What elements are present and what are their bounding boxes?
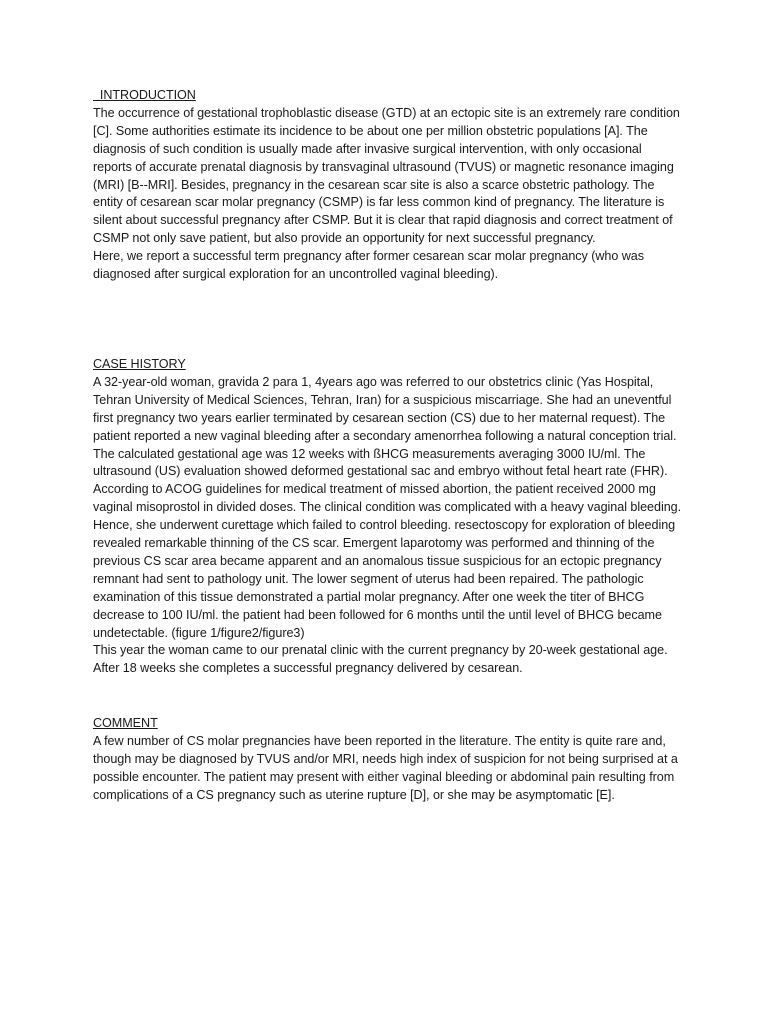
case-history-paragraph-1: A 32-year-old woman, gravida 2 para 1, 4years ago was referred to our obstetrics clinic (Yas Hospital, Tehran University of Medical Sciences, Tehran, Iran) for a suspicious miscarriage. She had an uneventful first pregnancy two years earlier terminated by cesarean section (CS) due to her maternal request). The patient reported a new vaginal bleeding after a secondary amenorrhea following a natural conception trial. The calculated gestational age was 12 weeks with ßHCG measurements averaging 3000 IU/ml. The ultrasound (US) evaluation showed deformed gestational sac and embryo without fetal heart rate (FHR).	[93, 374, 677, 479]
introduction-paragraph-2: Here, we report a successful term pregnancy after former cesarean scar molar pregnancy (who was diagnosed after surgical exploration for an uncontrolled vaginal bleeding).	[93, 249, 645, 282]
comment-section	[93, 715, 683, 805]
introduction-paragraph-1: The occurrence of gestational trophoblastic disease (GTD) at an ectopic site is an extremely rare condition [C]. Some authorities estimate its incidence to be about one per million obstetric populations [A]. The diagnosis of such condition is usually made after invasive surgical intervention, with only occasional reports of accurate prenatal diagnosis by transvaginal ultrasound (TVUS) or magnetic resonance imaging (MRI) [B--MRI]. Besides, pregnancy in the cesarean scar site is also a scarce obstetric pathology. The entity of cesarean scar molar pregnancy (CSMP) is far less common kind of pregnancy. The literature is silent about successful pregnancy after CSMP. But it is clear that rapid diagnosis and correct treatment of CSMP not only save patient, but also provide an opportunity for next successful pregnancy.	[93, 105, 680, 246]
comment-heading: COMMENT	[93, 716, 158, 731]
document-page	[93, 87, 683, 805]
case-history-paragraph-2: According to ACOG guidelines for medical treatment of missed abortion, the patient received 2000 mg vaginal misoprostol in divided doses. The clinical condition was complicated with a heavy vaginal bleeding. Hence, she underwent curettage which failed to control bleeding. resectoscopy for exploration of bleeding revealed remarkable thinning of the CS scar. Emergent laparotomy was performed and thinning of the previous CS scar area became apparent and an anomalous tissue suspicious for an ectopic pregnancy remnant had sent to pathology unit. The lower segment of uterus had been repaired. The pathologic examination of this tissue demonstrated a partial molar pregnancy. After one week the titer of BHCG decrease to 100 IU/ml. the patient had been followed for 6 months until the until level of BHCG became undetectable. (figure 1/figure2/figure3)	[93, 482, 682, 640]
comment-paragraph-1: A few number of CS molar pregnancies have been reported in the literature. The entity is quite rare and, though may be diagnosed by TVUS and/or MRI, needs high index of suspicion for not being surprised at a possible encounter. The patient may present with either vaginal bleeding or abdominal pain resulting from complications of a CS pregnancy such as uterine rupture [D], or she may be asymptomatic [E].	[93, 734, 678, 802]
case-history-heading: CASE HISTORY	[93, 356, 186, 371]
introduction-section	[93, 87, 683, 284]
introduction-heading: INTRODUCTION	[93, 88, 196, 102]
case-history-section	[93, 356, 683, 678]
case-history-paragraph-3: This year the woman came to our prenatal clinic with the current pregnancy by 20-week gestational age. After 18 weeks she completes a successful pregnancy delivered by cesarean.	[93, 643, 668, 676]
